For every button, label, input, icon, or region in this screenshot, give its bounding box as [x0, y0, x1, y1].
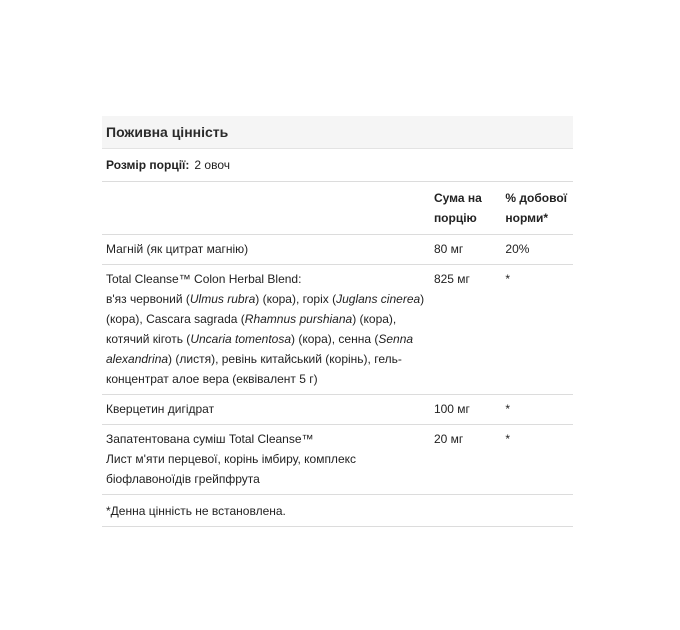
serving-size-row: [102, 149, 573, 182]
ingredient-name: [102, 425, 430, 495]
blend-title: Запатентована суміш Total Cleanse™: [106, 432, 314, 446]
table-row: [102, 425, 573, 495]
blend-text: ) (кора), котячий кіготь (: [106, 312, 397, 346]
header-amount-line2: порцію: [433, 211, 477, 225]
table-header-row: [102, 182, 573, 235]
blend-text: ) (кора), сенна (: [291, 332, 379, 346]
latin-name: Ulmus rubra: [189, 292, 256, 306]
header-daily-value: [501, 182, 573, 235]
ingredient-daily-value: *: [501, 265, 573, 395]
header-dv-line1: % добової: [505, 191, 568, 205]
ingredient-amount: 80 мг: [430, 235, 501, 265]
blend-text: ) (кора), горіх (: [255, 292, 337, 306]
latin-name: Juglans cinerea: [336, 292, 421, 306]
ingredient-amount: 100 мг: [430, 395, 501, 425]
blend-text: ) (кора), Cascara sagrada (: [106, 292, 425, 326]
serving-size-label: Розмір порції:: [106, 158, 190, 172]
ingredient-daily-value: *: [501, 425, 573, 495]
header-amount-line1: Сума на: [433, 191, 482, 205]
ingredient-amount: 825 мг: [430, 265, 501, 395]
nutrition-table: [102, 182, 573, 495]
table-row: [102, 265, 573, 395]
latin-name: Senna alexandrina: [106, 332, 414, 366]
ingredient-name: Кверцетин дигідрат: [102, 395, 430, 425]
ingredient-daily-value: 20%: [501, 235, 573, 265]
blend-text: Лист м'яти перцевої, корінь імбиру, комплекс біофлавоноїдів грейпфрута: [106, 452, 356, 486]
table-row: [102, 395, 573, 425]
header-empty-cell: [102, 182, 430, 235]
blend-text: в'яз червоний (: [106, 292, 190, 306]
ingredient-amount: 20 мг: [430, 425, 501, 495]
blend-text: ) (листя), ревінь китайський (корінь), гель-концентрат алое вера (еквівалент 5 г): [106, 352, 402, 386]
header-dv-line2: норми*: [505, 211, 549, 225]
ingredient-name: Магній (як цитрат магнію): [102, 235, 430, 265]
blend-title: Total Cleanse™ Colon Herbal Blend:: [106, 272, 302, 286]
latin-name: Uncaria tomentosa: [190, 332, 292, 346]
header-amount: [430, 182, 501, 235]
table-row: [102, 235, 573, 265]
ingredient-daily-value: *: [501, 395, 573, 425]
footnote: *Денна цінність не встановлена.: [102, 495, 573, 527]
serving-size-value: 2 овоч: [194, 158, 231, 172]
panel-title: Поживна цінність: [102, 116, 573, 149]
ingredient-name: [102, 265, 430, 395]
nutrition-facts-panel: [102, 116, 573, 527]
latin-name: Rhamnus purshiana: [244, 312, 353, 326]
